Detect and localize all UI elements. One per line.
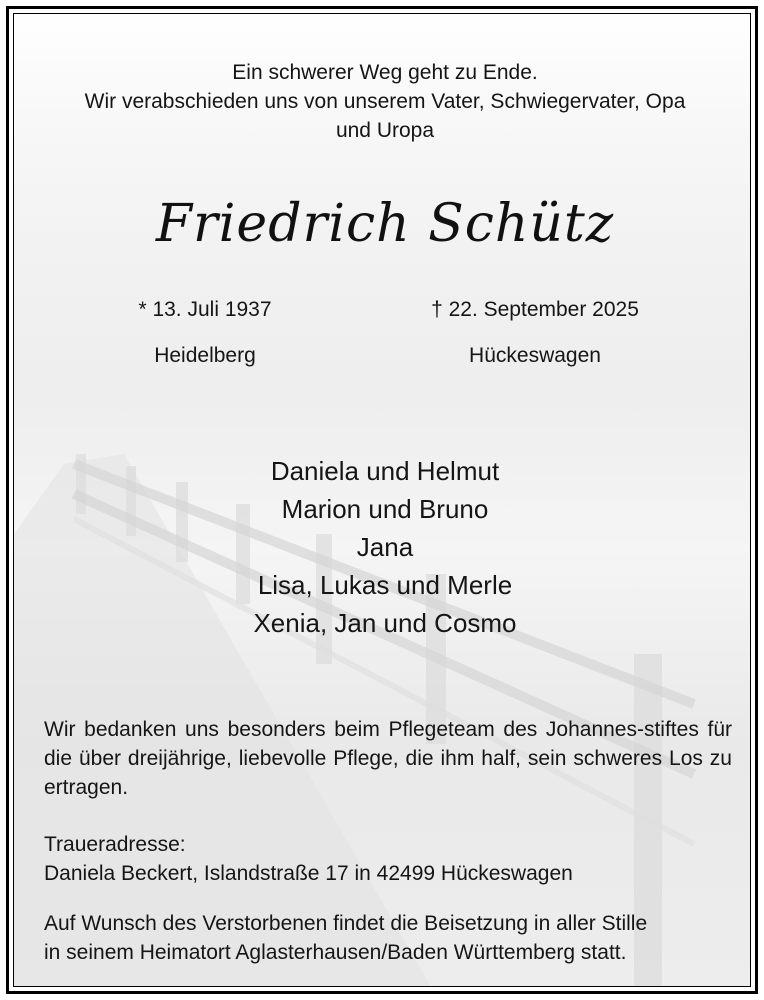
address-label: Traueradresse: (44, 833, 186, 856)
mourning-address (44, 830, 732, 888)
death-place: Hückeswagen (469, 344, 601, 367)
mourner-line: Xenia, Jan und Cosmo (253, 608, 517, 638)
intro-line-1: Ein schwerer Weg geht zu Ende. (232, 61, 538, 84)
intro-line-2: Wir verabschieden uns von unserem Vater, Schwiegervater, Opa (84, 90, 686, 113)
mourner-line: Marion und Bruno (281, 494, 489, 524)
address-value: Daniela Beckert, Islandstraße 17 in 42499 Hückeswagen (44, 862, 573, 885)
intro-text (14, 58, 751, 145)
thanks-paragraph: Wir bedanken uns besonders beim Pflegeteam des Johannes-stiftes für die über dreijährige, liebevolle Pflege, die ihm half, sein schweres Los zu ertragen. (44, 718, 732, 799)
death-info (410, 296, 660, 370)
mourner-line: Lisa, Lukas und Merle (257, 570, 513, 600)
funeral-line-2: in seinem Heimatort Aglasterhausen/Baden Württemberg statt. (44, 941, 627, 964)
intro-line-3: und Uropa (335, 119, 435, 142)
notice-content (14, 14, 751, 987)
mourners-list (14, 452, 751, 642)
notice-border (6, 6, 758, 994)
deceased-name: Friedrich Schütz (155, 194, 615, 254)
obituary-notice (13, 13, 751, 987)
birth-date: * 13. Juli 1937 (138, 298, 272, 321)
mourner-line: Jana (356, 532, 414, 562)
funeral-line-1: Auf Wunsch des Verstorbenen findet die Beisetzung in aller Stille (44, 912, 648, 935)
mourner-line: Daniela und Helmut (270, 456, 500, 486)
funeral-note (44, 909, 732, 967)
birth-place: Heidelberg (154, 344, 256, 367)
death-date: † 22. September 2025 (431, 298, 639, 321)
birth-info (80, 296, 330, 370)
